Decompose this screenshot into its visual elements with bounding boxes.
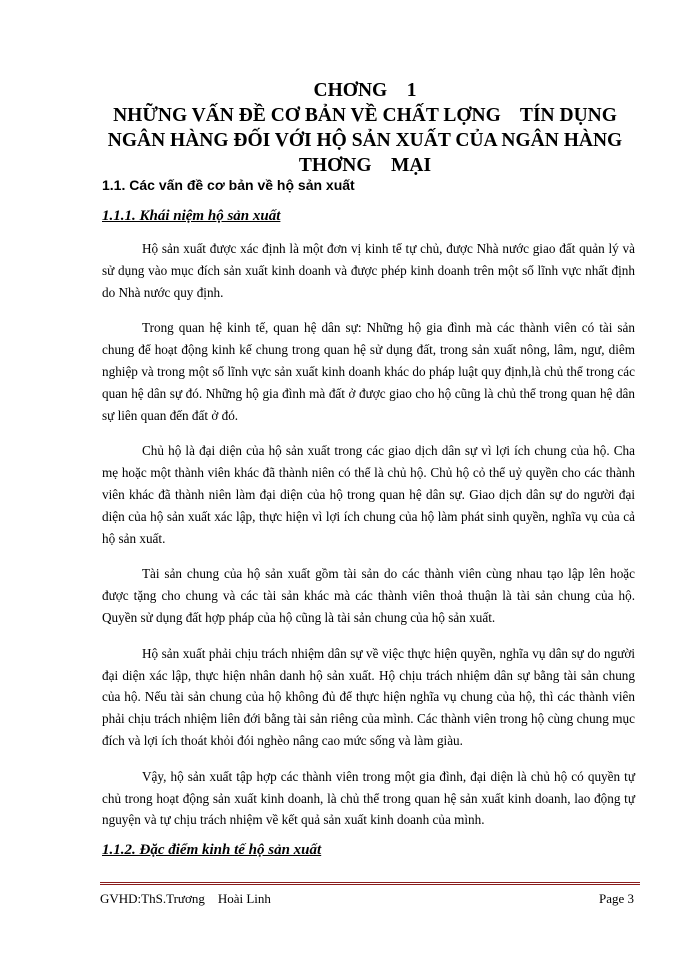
chapter-number: CHƠNG 1 <box>313 80 417 101</box>
footer-advisor: GVHD:ThS.Trương Hoài Linh <box>100 891 271 906</box>
page-footer <box>100 882 640 906</box>
paragraph: Trong quan hệ kinh tế, quan hệ dân sự: Những hộ gia đình mà các thành viên có tài sản chung để hoạt động kinh kế chung trong quan hệ sử dụng đất, trong sản xuất nông, lâm, ngư, diêm nghiệp và trong một số lĩnh vực sản xuất kinh doanh khác do pháp luật quy định,là chủ thể trong các quan hệ dân sự đó. Những hộ gia đình mà đất ở được giao cho hộ cũng là chủ thể trong quan hệ dân sự liên quan đến đất ở đó. <box>102 320 635 423</box>
paragraph: Vậy, hộ sản xuất tập hợp các thành viên trong một gia đình, đại diện là chủ hộ có quyền tự chủ trong hoạt động sản xuất kinh doanh, là chủ thể trong quan hệ sản xuất kinh doanh, lao động tự nguyện và tự chịu trách nhiệm về kết quả sản xuất kinh doanh của mình. <box>102 768 635 828</box>
paragraph: Hộ sản xuất phải chịu trách nhiệm dân sự về việc thực hiện quyền, nghĩa vụ dân sự do người đại diện xác lập, thực hiện nhân danh hộ sản xuất. Hộ chịu trách nhiệm dân sự bằng tài sản chung của hộ. Nếu tài sản chung của hộ không đủ để thực hiện nghĩa vụ chung của hộ, thì các thành viên phải chịu trách nhiệm liên đới bằng tài sản riêng của mình. Các thành viên trong hộ cùng chung mục đích và lợi ích thoát khỏi đói nghèo nâng cao mức sống và làm giàu. <box>102 645 635 748</box>
paragraph: Tài sản chung của hộ sản xuất gồm tài sản do các thành viên cùng nhau tạo lập lên hoặc được tặng cho chung và các tài sản khác mà các thành viên thoả thuận là tài sản chung của hộ. Quyền sử dụng đất hợp pháp của hộ cũng là tài sản chung của hộ sản xuất. <box>102 566 635 625</box>
chapter-title-line-1: NHỮNG VẤN ĐỀ CƠ BẢN VỀ CHẤT LỢNG TÍN DỤNG <box>113 105 617 126</box>
paragraph: Chủ hộ là đại diện của hộ sản xuất trong các giao dịch dân sự vì lợi ích chung của hộ. Cha mẹ hoặc một thành viên khác đã thành niên có thể là chủ hộ. Chủ hộ cỏ thể uỷ quyền cho các thành viên khác đã thành niên làm đại diện của hộ trong quan hệ dân sự. Giao dịch dân sự do người đại diện của hộ sản xuất xác lập, thực hiện vì lợi ích chung của hộ làm phát sinh quyền, nghĩa vụ của cả hộ sản xuất. <box>102 443 635 546</box>
paragraph: Hộ sản xuất được xác định là một đơn vị kinh tế tự chủ, được Nhà nước giao đất quản lý và sử dụng vào mục đích sản xuất kinh doanh và được phép kinh doanh trên một số lĩnh vực nhất định do Nhà nước quy định. <box>102 241 635 300</box>
chapter-title-line-3: THƠNG MẠI <box>298 155 432 176</box>
section-heading: 1.1. Các vấn đề cơ bản về hộ sản xuất <box>102 177 355 193</box>
page-number: Page 3 <box>598 891 634 906</box>
chapter-heading <box>95 78 635 178</box>
subsection-heading-1-1-1: 1.1.1. Khái niệm hộ sản xuất <box>102 208 281 224</box>
body-text <box>102 238 635 845</box>
subsection-heading-1-1-2: 1.1.2. Đặc điểm kinh tế hộ sản xuất <box>102 842 322 858</box>
chapter-title-line-2: NGÂN HÀNG ĐỐI VỚI HỘ SẢN XUẤT CỦA NGÂN HÀNG <box>107 130 623 151</box>
